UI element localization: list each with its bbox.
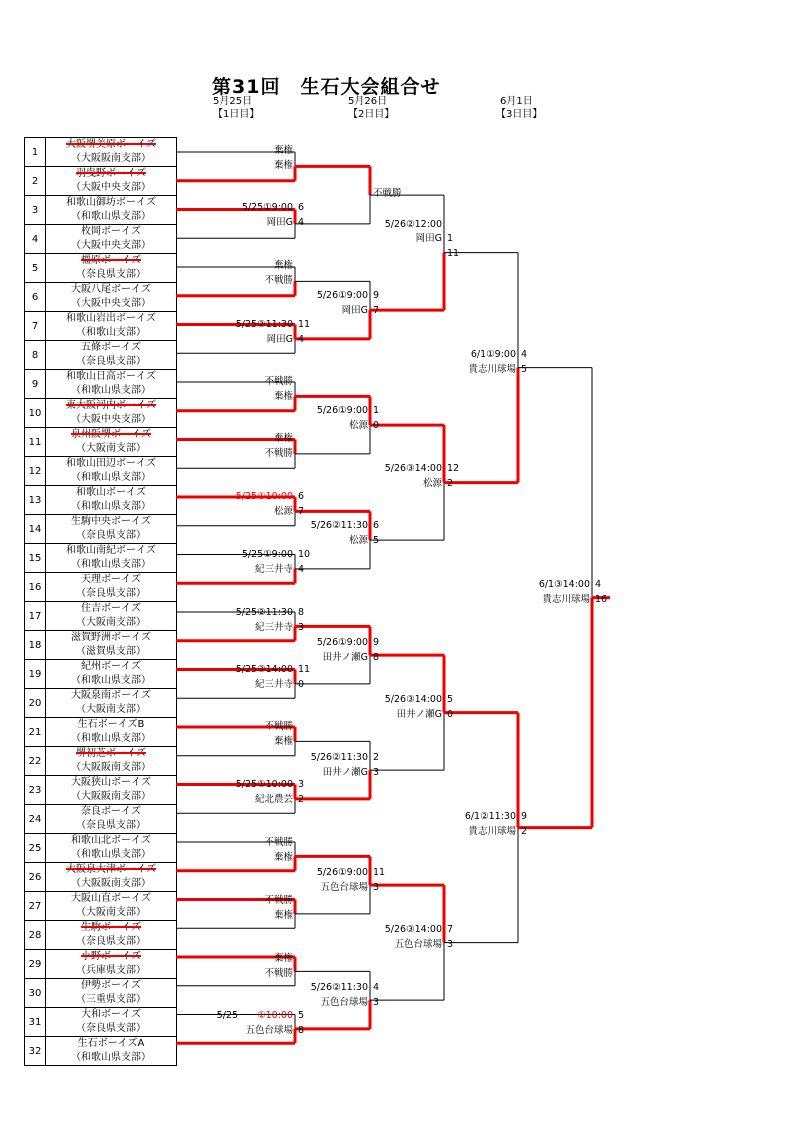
score-label: 12 bbox=[447, 463, 460, 474]
team-number: 26 bbox=[25, 863, 46, 892]
team-number: 16 bbox=[25, 573, 46, 602]
team-number: 20 bbox=[25, 689, 46, 718]
match-info-label: 棄権 bbox=[273, 145, 293, 156]
team-branch: （和歌山県支部） bbox=[71, 559, 151, 570]
team-branch: （奈良県支部） bbox=[76, 820, 146, 831]
match-info-label: 不戦勝 bbox=[373, 188, 402, 199]
score-label: 0 bbox=[373, 420, 380, 431]
team-branch: （和歌山支部） bbox=[76, 327, 146, 338]
score-label: 0 bbox=[447, 709, 454, 720]
team-branch: （大阪阪南支部） bbox=[71, 762, 151, 773]
team-name: 大阪狭山ボーイズ bbox=[71, 777, 151, 788]
match-info-label: 棄権 bbox=[273, 160, 293, 171]
score-label: 4 bbox=[298, 334, 305, 345]
score-label: 7 bbox=[298, 506, 305, 517]
team-branch: （奈良県支部） bbox=[76, 936, 146, 947]
team-branch: （奈良県支部） bbox=[76, 269, 146, 280]
team-branch: （兵庫県支部） bbox=[76, 965, 146, 976]
team-name: 大阪泉南ボーイズ bbox=[71, 690, 151, 701]
score-label: 6 bbox=[298, 491, 305, 502]
match-info-label: 5/26②11:30 bbox=[310, 982, 368, 993]
team-name: 大阪山直ボーイズ bbox=[71, 893, 151, 904]
team-name: 大阪泉大津ボーイズ bbox=[66, 864, 156, 875]
team-branch: （和歌山県支部） bbox=[71, 472, 151, 483]
team-number: 17 bbox=[25, 602, 46, 631]
team-branch: （大阪中央支部） bbox=[71, 414, 151, 425]
match-info-label: 5/26②11:30 bbox=[310, 520, 368, 531]
team-name: 紀州ボーイズ bbox=[81, 661, 141, 672]
round-3-day: 【3日目】 bbox=[496, 109, 543, 120]
score-label: 11 bbox=[373, 867, 386, 878]
team-name: 和歌山ボーイズ bbox=[76, 487, 146, 498]
team-number: 31 bbox=[25, 1008, 46, 1037]
team-branch: （大阪阪南支部） bbox=[71, 878, 151, 889]
team-number: 21 bbox=[25, 718, 46, 747]
score-label: 6 bbox=[298, 202, 305, 213]
team-number: 19 bbox=[25, 660, 46, 689]
team-branch: （和歌山県支部） bbox=[71, 849, 151, 860]
score-label: 9 bbox=[373, 637, 380, 648]
score-label: 2 bbox=[447, 478, 454, 489]
team-number: 3 bbox=[25, 196, 46, 225]
match-info-label: 紀三井寺 bbox=[254, 679, 293, 690]
score-label: 4 bbox=[521, 349, 528, 360]
match-info-label: 6/1③14:00 bbox=[538, 579, 590, 590]
score-label: 8 bbox=[298, 607, 305, 618]
score-label: 0 bbox=[298, 679, 305, 690]
match-info-label: 岡田G bbox=[415, 233, 442, 244]
match-info-label: 貴志川球場 bbox=[468, 364, 516, 375]
match-info-label: 五色台球場 bbox=[245, 1025, 293, 1036]
score-label: 7 bbox=[447, 924, 454, 935]
team-number: 11 bbox=[25, 428, 46, 457]
match-info-label: 岡田G bbox=[266, 334, 293, 345]
team-branch: （和歌山県支部） bbox=[71, 733, 151, 744]
match-info-label: 田井ノ瀬G bbox=[322, 767, 368, 778]
match-info-label: 紀三井寺 bbox=[254, 564, 293, 575]
match-info-label: 松源 bbox=[422, 478, 442, 489]
match-info-label: 不戦勝 bbox=[264, 275, 293, 286]
match-info-label: 棄権 bbox=[273, 433, 293, 444]
team-number: 22 bbox=[25, 747, 46, 776]
team-name: 大阪八尾ボーイズ bbox=[71, 284, 151, 295]
team-number: 13 bbox=[25, 486, 46, 515]
team-name: 橿原ボーイズ bbox=[81, 255, 141, 266]
score-label: 1 bbox=[373, 405, 380, 416]
team-number: 12 bbox=[25, 457, 46, 486]
match-info-label: 5/25①9:00 bbox=[241, 549, 293, 560]
team-name: 羽曳野ボーイズ bbox=[76, 168, 146, 179]
team-name: 生石ボーイズA bbox=[77, 1038, 145, 1049]
match-info-label: 棄権 bbox=[273, 953, 293, 964]
score-label: 3 bbox=[373, 997, 380, 1008]
team-number: 15 bbox=[25, 544, 46, 573]
team-number: 18 bbox=[25, 631, 46, 660]
team-name: 五條ボーイズ bbox=[81, 342, 141, 353]
team-branch: （和歌山県支部） bbox=[71, 675, 151, 686]
match-info-label: 5/25②11:30 bbox=[235, 607, 293, 618]
team-name: 天理ボーイズ bbox=[81, 574, 141, 585]
score-label: 11 bbox=[447, 248, 460, 259]
score-label: 3 bbox=[447, 939, 454, 950]
match-info-label: 5/25③14:00 bbox=[235, 664, 293, 675]
score-label: 4 bbox=[298, 217, 305, 228]
score-label: 4 bbox=[298, 564, 305, 575]
team-name: 枚岡ボーイズ bbox=[81, 226, 141, 237]
match-info-label: 松源 bbox=[348, 420, 368, 431]
team-number: 10 bbox=[25, 399, 46, 428]
match-info-label: 5/25①10:00 bbox=[235, 491, 293, 502]
score-label: 11 bbox=[298, 319, 311, 330]
team-name: 生石ボーイズB bbox=[77, 719, 145, 730]
team-name: 和歌山田辺ボーイズ bbox=[66, 458, 156, 469]
team-number: 8 bbox=[25, 341, 46, 370]
score-label: 10 bbox=[298, 549, 311, 560]
team-branch: （大阪中央支部） bbox=[71, 182, 151, 193]
team-number: 2 bbox=[25, 167, 46, 196]
match-info-label: ①10:00 bbox=[257, 1010, 293, 1021]
score-label: 7 bbox=[373, 305, 380, 316]
score-label: 3 bbox=[298, 779, 305, 790]
team-branch: （和歌山県支部） bbox=[71, 211, 151, 222]
team-number: 14 bbox=[25, 515, 46, 544]
match-info-label: 不戦勝 bbox=[264, 968, 293, 979]
round-2-day: 【2日目】 bbox=[348, 109, 395, 120]
team-branch: （奈良県支部） bbox=[76, 588, 146, 599]
team-branch: （大阪南支部） bbox=[76, 443, 146, 454]
match-info-label: 不戦勝 bbox=[264, 895, 293, 906]
score-label: 16 bbox=[595, 594, 608, 605]
match-info-label: 5/26①9:00 bbox=[316, 637, 368, 648]
team-name: 生駒中央ボーイズ bbox=[71, 516, 151, 527]
match-info-label: 棄権 bbox=[273, 910, 293, 921]
score-label: 5 bbox=[447, 694, 454, 705]
match-info-label: 5/26①9:00 bbox=[316, 867, 368, 878]
round-2-date: 5月26日 bbox=[348, 96, 388, 107]
score-label: 9 bbox=[373, 290, 380, 301]
team-branch: （奈良県支部） bbox=[76, 530, 146, 541]
team-branch: （大阪阪南支部） bbox=[71, 153, 151, 164]
team-branch: （大阪南支部） bbox=[76, 617, 146, 628]
team-name: 奈良ボーイズ bbox=[81, 806, 141, 817]
team-number: 6 bbox=[25, 283, 46, 312]
match-info-label: 松源 bbox=[348, 535, 368, 546]
match-info-label: 貴志川球場 bbox=[542, 594, 590, 605]
score-label: 6 bbox=[373, 520, 380, 531]
score-label: 5 bbox=[521, 364, 528, 375]
score-label: 4 bbox=[595, 579, 602, 590]
round-1-day: 【1日目】 bbox=[213, 109, 260, 120]
team-name: 東大阪河内ボーイズ bbox=[66, 400, 156, 411]
match-info-label: 岡田G bbox=[266, 217, 293, 228]
score-label: 2 bbox=[373, 752, 380, 763]
team-branch: （大阪中央支部） bbox=[71, 298, 151, 309]
team-number: 28 bbox=[25, 921, 46, 950]
team-branch: （奈良県支部） bbox=[76, 356, 146, 367]
match-info-label: 5/26③14:00 bbox=[384, 924, 442, 935]
team-number: 5 bbox=[25, 254, 46, 283]
match-info-label: 五色台球場 bbox=[394, 939, 442, 950]
score-label: 8 bbox=[373, 652, 380, 663]
team-name: 小野ボーイズ bbox=[81, 951, 141, 962]
match-info-label: 5/26②12:00 bbox=[384, 219, 442, 230]
team-name: 生駒ボーイズ bbox=[81, 922, 141, 933]
team-name: 伊勢ボーイズ bbox=[81, 980, 141, 991]
match-info-label: 棄権 bbox=[273, 260, 293, 271]
team-number: 24 bbox=[25, 805, 46, 834]
team-name: 大阪堺美原ボーイズ bbox=[66, 139, 156, 150]
match-info-label: 不戦勝 bbox=[264, 837, 293, 848]
team-name: 大和ボーイズ bbox=[81, 1009, 141, 1020]
team-number: 27 bbox=[25, 892, 46, 921]
match-info-label: 不戦勝 bbox=[264, 721, 293, 732]
match-info-label: 6/1①9:00 bbox=[470, 349, 516, 360]
match-info-label: 不戦勝 bbox=[264, 376, 293, 387]
match-info-label: 岡田G bbox=[341, 305, 368, 316]
team-branch: （三重県支部） bbox=[76, 994, 146, 1005]
score-label: 3 bbox=[373, 882, 380, 893]
score-label: 2 bbox=[298, 794, 305, 805]
match-info-label: 不戦勝 bbox=[264, 448, 293, 459]
score-label: 5 bbox=[373, 535, 380, 546]
page-title: 第31回 生石大会組合せ bbox=[212, 76, 441, 98]
team-number: 23 bbox=[25, 776, 46, 805]
team-name: 住吉ボーイズ bbox=[81, 603, 141, 614]
team-number: 9 bbox=[25, 370, 46, 399]
match-info-label: 貴志川球場 bbox=[468, 826, 516, 837]
round-3-date: 6月1日 bbox=[500, 96, 533, 107]
team-name: 堺初芝ボーイズ bbox=[76, 748, 146, 759]
score-label: 2 bbox=[521, 826, 528, 837]
team-branch: （和歌山県支部） bbox=[71, 501, 151, 512]
score-label: 3 bbox=[373, 767, 380, 778]
match-info-label: 棄権 bbox=[273, 852, 293, 863]
score-label: 11 bbox=[298, 664, 311, 675]
match-info-label: 5/25 bbox=[216, 1010, 238, 1021]
team-number: 30 bbox=[25, 979, 46, 1008]
team-branch: （大阪中央支部） bbox=[71, 240, 151, 251]
team-branch: （奈良県支部） bbox=[76, 1023, 146, 1034]
team-branch: （大阪南支部） bbox=[76, 907, 146, 918]
match-info-label: 5/26②11:30 bbox=[310, 752, 368, 763]
score-label: 5 bbox=[298, 1010, 305, 1021]
round-1-date: 5月25日 bbox=[213, 96, 253, 107]
team-number: 7 bbox=[25, 312, 46, 341]
team-name: 和歌山北ボーイズ bbox=[71, 835, 151, 846]
match-info-label: 紀北農芸 bbox=[254, 794, 293, 805]
team-name: 和歌山南紀ボーイズ bbox=[66, 545, 156, 556]
team-number: 1 bbox=[25, 138, 46, 167]
team-name: 泉州阪堺ボーイズ bbox=[71, 429, 151, 440]
team-branch: （和歌山県支部） bbox=[71, 385, 151, 396]
match-info-label: 田井ノ瀬G bbox=[322, 652, 368, 663]
score-label: 8 bbox=[298, 1025, 305, 1036]
score-label: 1 bbox=[447, 233, 454, 244]
team-number: 4 bbox=[25, 225, 46, 254]
team-name: 滋賀野洲ボーイズ bbox=[71, 632, 151, 643]
team-branch: （滋賀県支部） bbox=[76, 646, 146, 657]
match-info-label: 5/26③14:00 bbox=[384, 694, 442, 705]
score-label: 3 bbox=[298, 622, 305, 633]
match-info-label: 松源 bbox=[273, 506, 293, 517]
match-info-label: 紀三井寺 bbox=[254, 622, 293, 633]
team-branch: （和歌山県支部） bbox=[71, 1052, 151, 1063]
team-number: 25 bbox=[25, 834, 46, 863]
match-info-label: 五色台球場 bbox=[320, 882, 368, 893]
score-label: 9 bbox=[521, 811, 528, 822]
team-number: 29 bbox=[25, 950, 46, 979]
team-branch: （大阪阪南支部） bbox=[71, 791, 151, 802]
team-number: 32 bbox=[25, 1037, 46, 1066]
score-label: 4 bbox=[373, 982, 380, 993]
team-name: 和歌山岩出ボーイズ bbox=[66, 313, 156, 324]
match-info-label: 5/26①9:00 bbox=[316, 405, 368, 416]
match-info-label: 田井ノ瀬G bbox=[396, 709, 442, 720]
match-info-label: 棄権 bbox=[273, 391, 293, 402]
match-info-label: 五色台球場 bbox=[320, 997, 368, 1008]
match-info-label: 5/25①10:00 bbox=[235, 779, 293, 790]
team-name: 和歌山御坊ボーイズ bbox=[66, 197, 156, 208]
match-info-label: 5/26①9:00 bbox=[316, 290, 368, 301]
match-info-label: 5/26③14:00 bbox=[384, 463, 442, 474]
team-branch: （大阪南支部） bbox=[76, 704, 146, 715]
match-info-label: 5/25①9:00 bbox=[241, 202, 293, 213]
match-info-label: 5/25②11:30 bbox=[235, 319, 293, 330]
match-info-label: 棄権 bbox=[273, 736, 293, 747]
team-name: 和歌山日高ボーイズ bbox=[66, 371, 156, 382]
match-info-label: 6/1②11:30 bbox=[464, 811, 516, 822]
